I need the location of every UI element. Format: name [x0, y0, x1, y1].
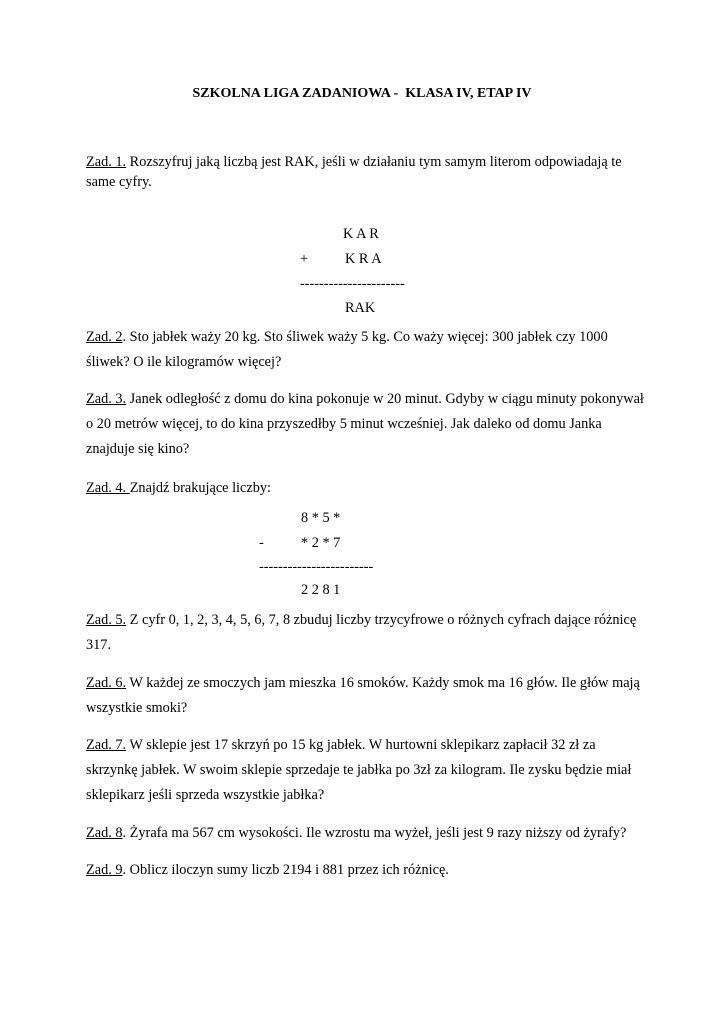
- task-1-text: Rozszyfruj jaką liczbą jest RAK, jeśli w działaniu tym samym literom odpowiadają te same cyfry.: [86, 154, 622, 190]
- task-3-text: Janek odległość z domu do kina pokonuje w 20 minut. Gdyby w ciągu minuty pokonywał o 20 metrów więcej, to do kina przyszedłby 5 minut wcześniej. Jak daleko od domu Janka znajduje się kino?: [86, 391, 644, 457]
- cryptarithm-line-1: K A R: [343, 226, 379, 242]
- cryptarithm-operator: +: [300, 251, 309, 267]
- task-5-text: Z cyfr 0, 1, 2, 3, 4, 5, 6, 7, 8 zbuduj liczby trzycyfrowe o różnych cyfrach dające różnicę 317.: [86, 612, 637, 653]
- task-9-label: Zad. 9: [86, 862, 123, 878]
- task-5: [86, 608, 646, 658]
- task-7: [86, 733, 646, 808]
- page-title: SZKOLNA LIGA ZADANIOWA - KLASA IV, ETAP IV: [192, 86, 532, 101]
- task-7-text: W sklepie jest 17 skrzyń po 15 kg jabłek. W hurtowni sklepikarz zapłacił 32 zł za skrzynkę jabłek. W swoim sklepie sprzedaje te jabłka po 3zł za kilogram. Ile zysku będzie miał sklepikarz jeśli sprzeda wszystkie jabłka?: [86, 737, 632, 803]
- task-2-label: Zad. 2: [86, 329, 123, 345]
- task-1-label: Zad. 1.: [86, 154, 127, 170]
- task-3: [86, 387, 646, 462]
- cryptarithm-result: RAK: [345, 300, 376, 316]
- task-3-label: Zad. 3.: [86, 391, 127, 407]
- task-6-label: Zad. 6.: [86, 675, 127, 691]
- task-5-label: Zad. 5.: [86, 612, 127, 628]
- task-4-text: Znajdź brakujące liczby:: [129, 480, 271, 496]
- task-7-label: Zad. 7.: [86, 737, 127, 753]
- subtraction-line-2: * 2 * 7: [301, 535, 341, 551]
- task-4-label: Zad. 4.: [86, 480, 130, 496]
- subtraction-rule: ------------------------: [259, 559, 374, 575]
- task-8-label: Zad. 8: [86, 825, 123, 841]
- task-1: [86, 152, 646, 192]
- cryptarithm-rule: ----------------------: [300, 276, 405, 292]
- task-4: [86, 476, 646, 501]
- task-6: [86, 671, 646, 721]
- cryptarithm-line-2: K R A: [345, 251, 382, 267]
- subtraction-line-1: 8 * 5 *: [301, 510, 341, 526]
- task-9-text: . Oblicz iloczyn sumy liczb 2194 i 881 przez ich różnicę.: [122, 862, 449, 878]
- task-6-text: W każdej ze smoczych jam mieszka 16 smoków. Każdy smok ma 16 głów. Ile głów mają wszystkie smoki?: [86, 675, 640, 716]
- task-8-text: . Żyrafa ma 567 cm wysokości. Ile wzrostu ma wyżeł, jeśli jest 9 razy niższy od żyrafy?: [122, 825, 627, 841]
- task-2-text: . Sto jabłek waży 20 kg. Sto śliwek waży 5 kg. Co waży więcej: 300 jabłek czy 1000 śliwek? O ile kilogramów więcej?: [86, 329, 608, 370]
- task-8: [86, 821, 666, 846]
- task-2: [86, 325, 646, 375]
- subtraction-operator: -: [259, 535, 264, 551]
- subtraction-result: 2 2 8 1: [301, 582, 341, 598]
- task-9: [86, 858, 646, 883]
